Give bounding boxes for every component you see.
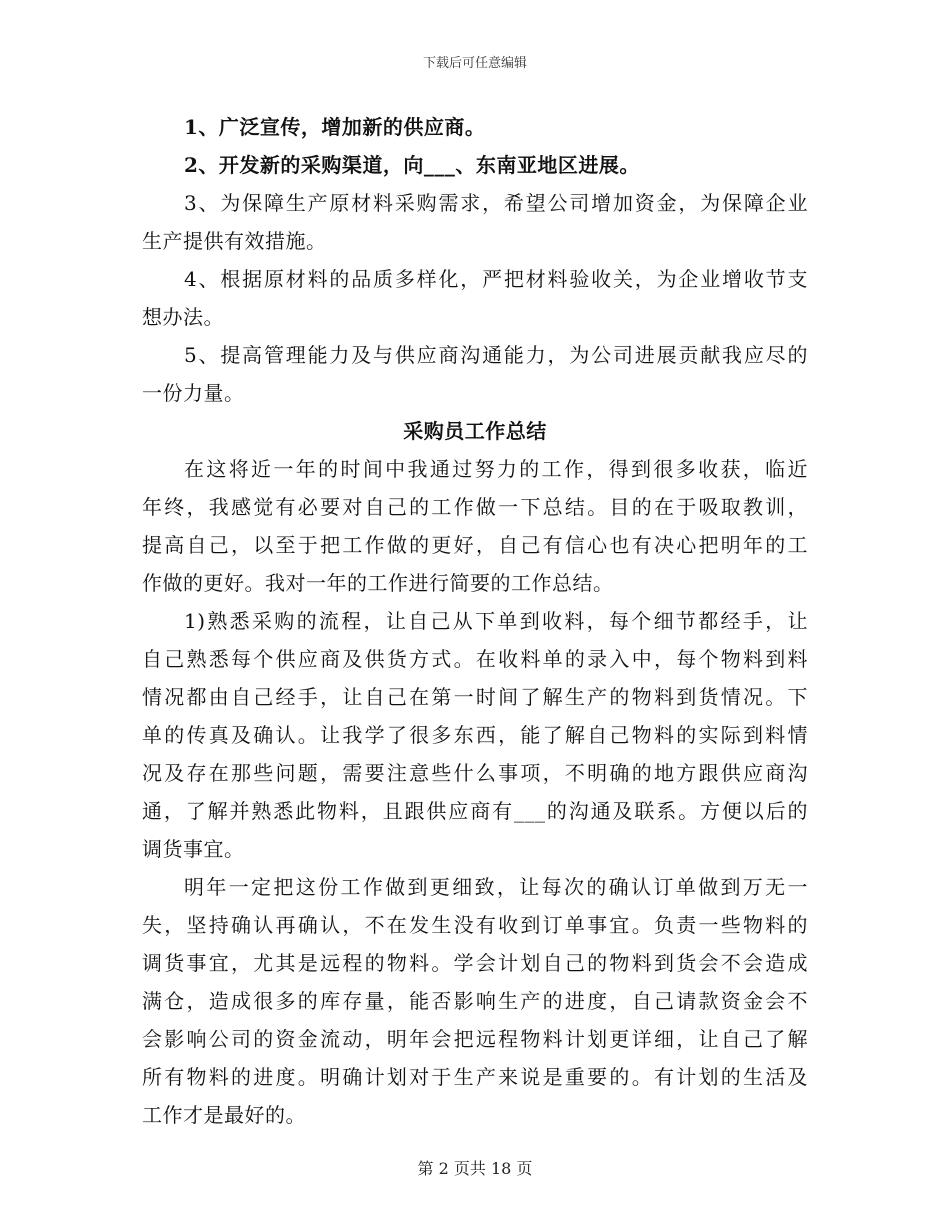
list-item-5-line-1: 5、提高管理能力及与供应商沟通能力，为公司进展贡献我应尽的 — [184, 343, 808, 367]
page-number: 第 2 页共 18 页 — [417, 1159, 533, 1178]
paragraph-line: 会影响公司的资金流动，明年会把远程物料计划更详细，让自己了解 — [142, 1027, 808, 1051]
list-item-4-line-2: 想办法。 — [142, 305, 224, 329]
list-item-1: 1、广泛宣传，增加新的供应商。 — [184, 115, 486, 139]
paragraph-line: 单的传真及确认。让我学了很多东西，能了解自己物料的实际到料情 — [142, 723, 808, 747]
paragraph-line: 1)熟悉采购的流程，让自己从下单到收料，每个细节都经手，让 — [184, 609, 808, 633]
list-item-4-line-1: 4、根据原材料的品质多样化，严把材料验收关，为企业增收节支 — [184, 267, 808, 291]
document-body — [142, 108, 808, 1134]
header-note: 下载后可任意编辑 — [422, 56, 527, 71]
paragraph-line: 提高自己，以至于把工作做的更好，自己有信心也有决心把明年的工 — [142, 533, 808, 557]
paragraph-line: 工作才是最好的。 — [142, 1103, 306, 1127]
paragraph-line: 作做的更好。我对一年的工作进行简要的工作总结。 — [142, 571, 614, 595]
section-title: 采购员工作总结 — [403, 419, 547, 443]
paragraph-line: 情况都由自己经手，让自己在第一时间了解生产的物料到货情况。下 — [142, 685, 808, 709]
list-item-3-line-1: 3、为保障生产原材料采购需求，希望公司增加资金，为保障企业 — [184, 191, 808, 215]
list-item-2: 2、开发新的采购渠道，向___、东南亚地区进展。 — [184, 153, 640, 177]
paragraph-line: 失，坚持确认再确认，不在发生没有收到订单事宜。负责一些物料的 — [142, 913, 808, 937]
paragraph-line: 在这将近一年的时间中我通过努力的工作，得到很多收获，临近 — [184, 457, 808, 481]
paragraph-line: 明年一定把这份工作做到更细致，让每次的确认订单做到万无一 — [184, 875, 808, 899]
paragraph-line: 自己熟悉每个供应商及供货方式。在收料单的录入中，每个物料到料 — [142, 647, 808, 671]
paragraph-line: 况及存在那些问题，需要注意些什么事项，不明确的地方跟供应商沟 — [142, 761, 808, 785]
paragraph-line: 调货事宜，尤其是远程的物料。学会计划自己的物料到货会不会造成 — [142, 951, 808, 975]
paragraph-line: 满仓，造成很多的库存量，能否影响生产的进度，自己请款资金会不 — [142, 989, 808, 1013]
paragraph-line: 调货事宜。 — [142, 837, 245, 861]
list-item-3-line-2: 生产提供有效措施。 — [142, 229, 327, 253]
paragraph-line: 年终，我感觉有必要对自己的工作做一下总结。目的在于吸取教训， — [142, 495, 808, 519]
list-item-5-line-2: 一份力量。 — [142, 381, 245, 405]
paragraph-line: 通，了解并熟悉此物料，且跟供应商有___的沟通及联系。方便以后的 — [142, 799, 808, 823]
paragraph-line: 所有物料的进度。明确计划对于生产来说是重要的。有计划的生活及 — [142, 1065, 808, 1089]
